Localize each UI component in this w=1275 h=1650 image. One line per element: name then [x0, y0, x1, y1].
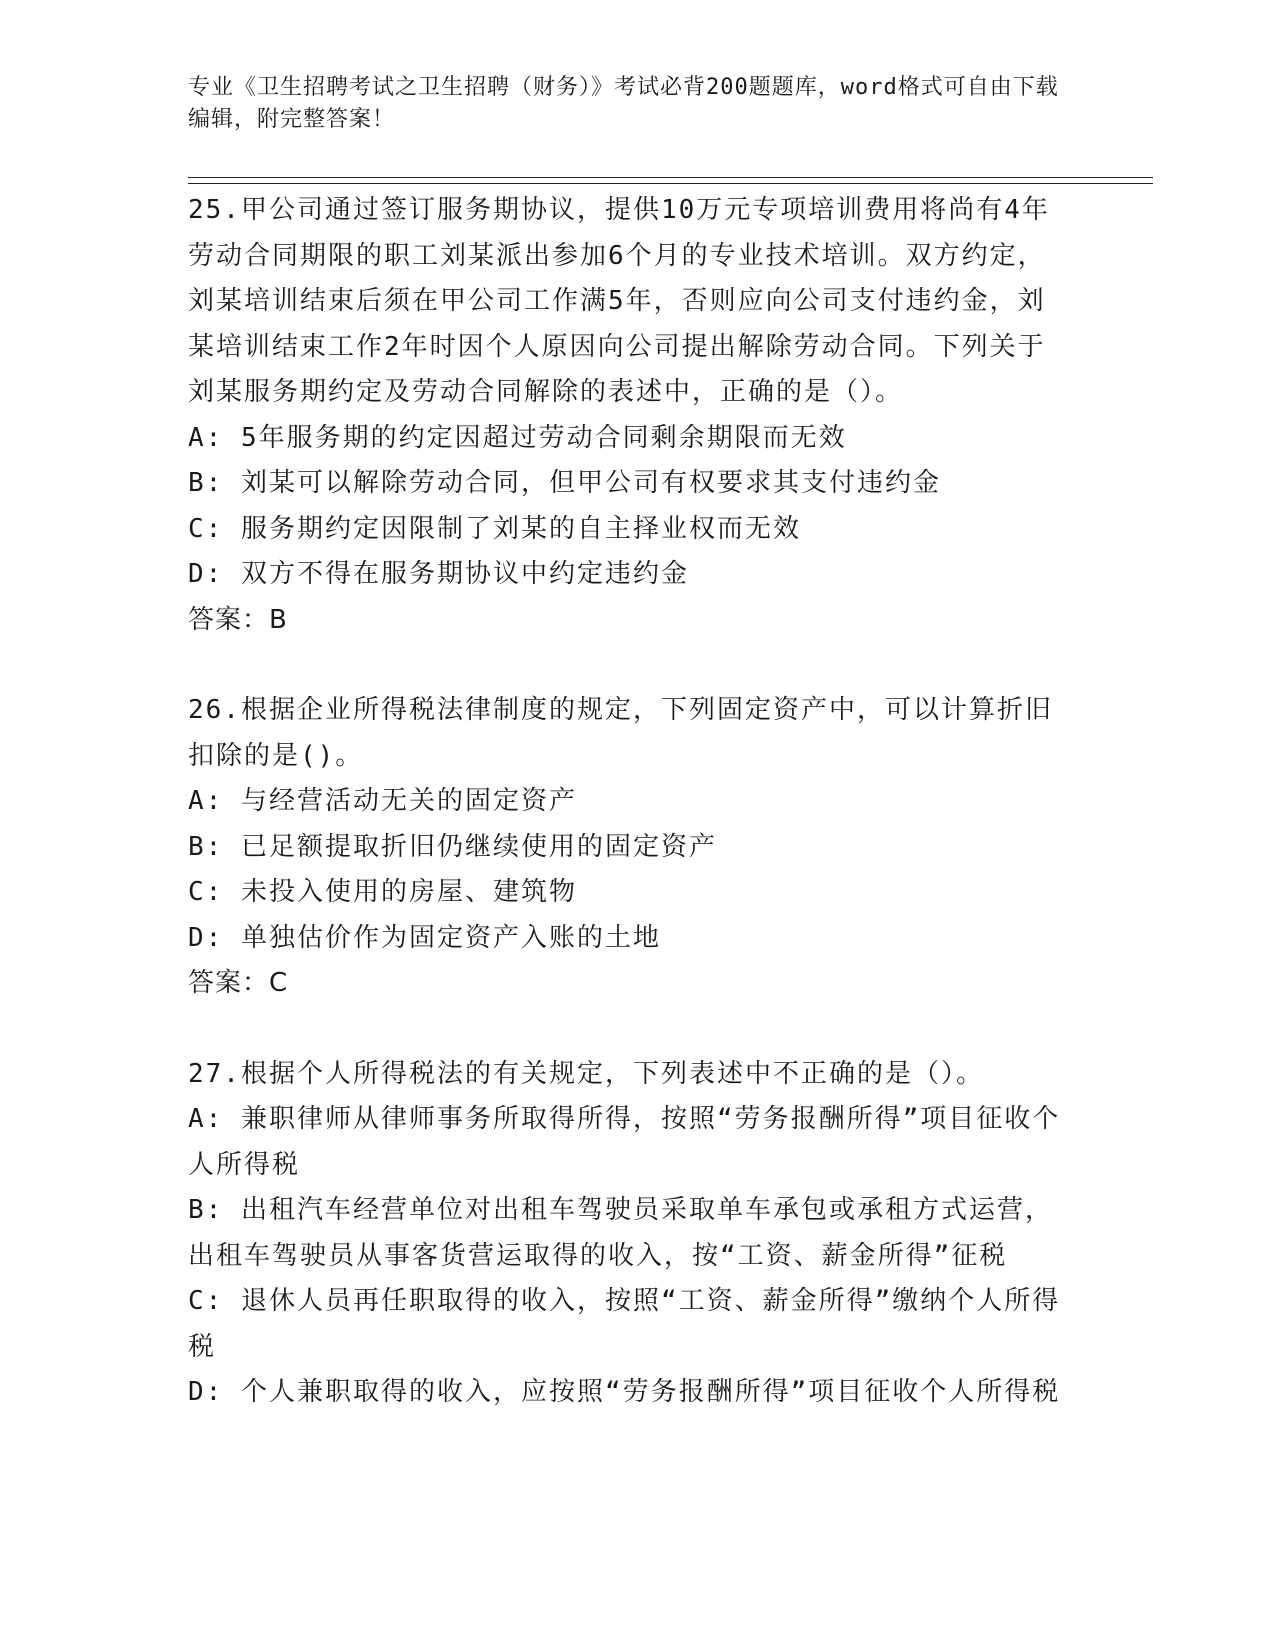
option-c: C: 未投入使用的房屋、建筑物 [188, 877, 577, 907]
option-a: A: 与经营活动无关的固定资产 [188, 786, 577, 816]
option-b: B: 刘某可以解除劳动合同，但甲公司有权要求其支付违约金 [188, 468, 941, 498]
header-divider-top [188, 177, 1153, 178]
question-text: 26.根据企业所得税法律制度的规定，下列固定资产中，可以计算折旧扣除的是()。 [188, 695, 1053, 771]
option-b: B: 已足额提取折旧仍继续使用的固定资产 [188, 831, 717, 862]
option-a: A: 兼职律师从律师事务所取得所得，按照“劳务报酬所得”项目征收个人所得税 [188, 1104, 1061, 1180]
option-c: C: 服务期约定因限制了刘某的自主择业权而无效 [188, 513, 801, 544]
question-text: 27.根据个人所得税法的有关规定，下列表述中不正确的是（）。 [188, 1058, 984, 1089]
option-d: D: 单独估价作为固定资产入账的土地 [188, 922, 661, 953]
header-divider-bottom [188, 183, 1153, 184]
question-spacer [188, 1007, 1068, 1052]
option-a: A: 5年服务期的约定因超过劳动合同剩余期限而无效 [188, 422, 847, 453]
question-list [188, 188, 1068, 1416]
answer-label: 答案：C [188, 968, 289, 998]
question-26 [188, 688, 1068, 1007]
option-d: D: 双方不得在服务期协议中约定违约金 [188, 559, 689, 589]
question-27 [188, 1052, 1068, 1416]
option-b: B: 出租汽车经营单位对出租车驾驶员采取单车承包或承租方式运营，出租车驾驶员从事客货营运取得的收入，按“工资、薪金所得”征税 [188, 1195, 1053, 1271]
answer-label: 答案：B [188, 604, 288, 635]
question-spacer [188, 643, 1068, 688]
document-header [188, 72, 1068, 136]
option-d: D: 个人兼职取得的收入，应按照“劳务报酬所得”项目征收个人所得税 [188, 1377, 1061, 1407]
question-25 [188, 188, 1068, 643]
header-text: 专业《卫生招聘考试之卫生招聘（财务）》考试必背200题题库，word格式可自由下载编辑，附完整答案！ [188, 75, 1059, 132]
question-text: 25.甲公司通过签订服务期协议，提供10万元专项培训费用将尚有4年劳动合同期限的职工刘某派出参加6个月的专业技术培训。双方约定，刘某培训结束后须在甲公司工作满5年，否则应向公司支付违约金，刘某培训结束工作2年时因个人原因向公司提出解除劳动合同。下列关于刘某服务期约定及劳动合同解除的表述中，正确的是（）。 [188, 195, 1050, 407]
option-c: C: 退休人员再任职取得的收入，按照“工资、薪金所得”缴纳个人所得税 [188, 1286, 1061, 1362]
